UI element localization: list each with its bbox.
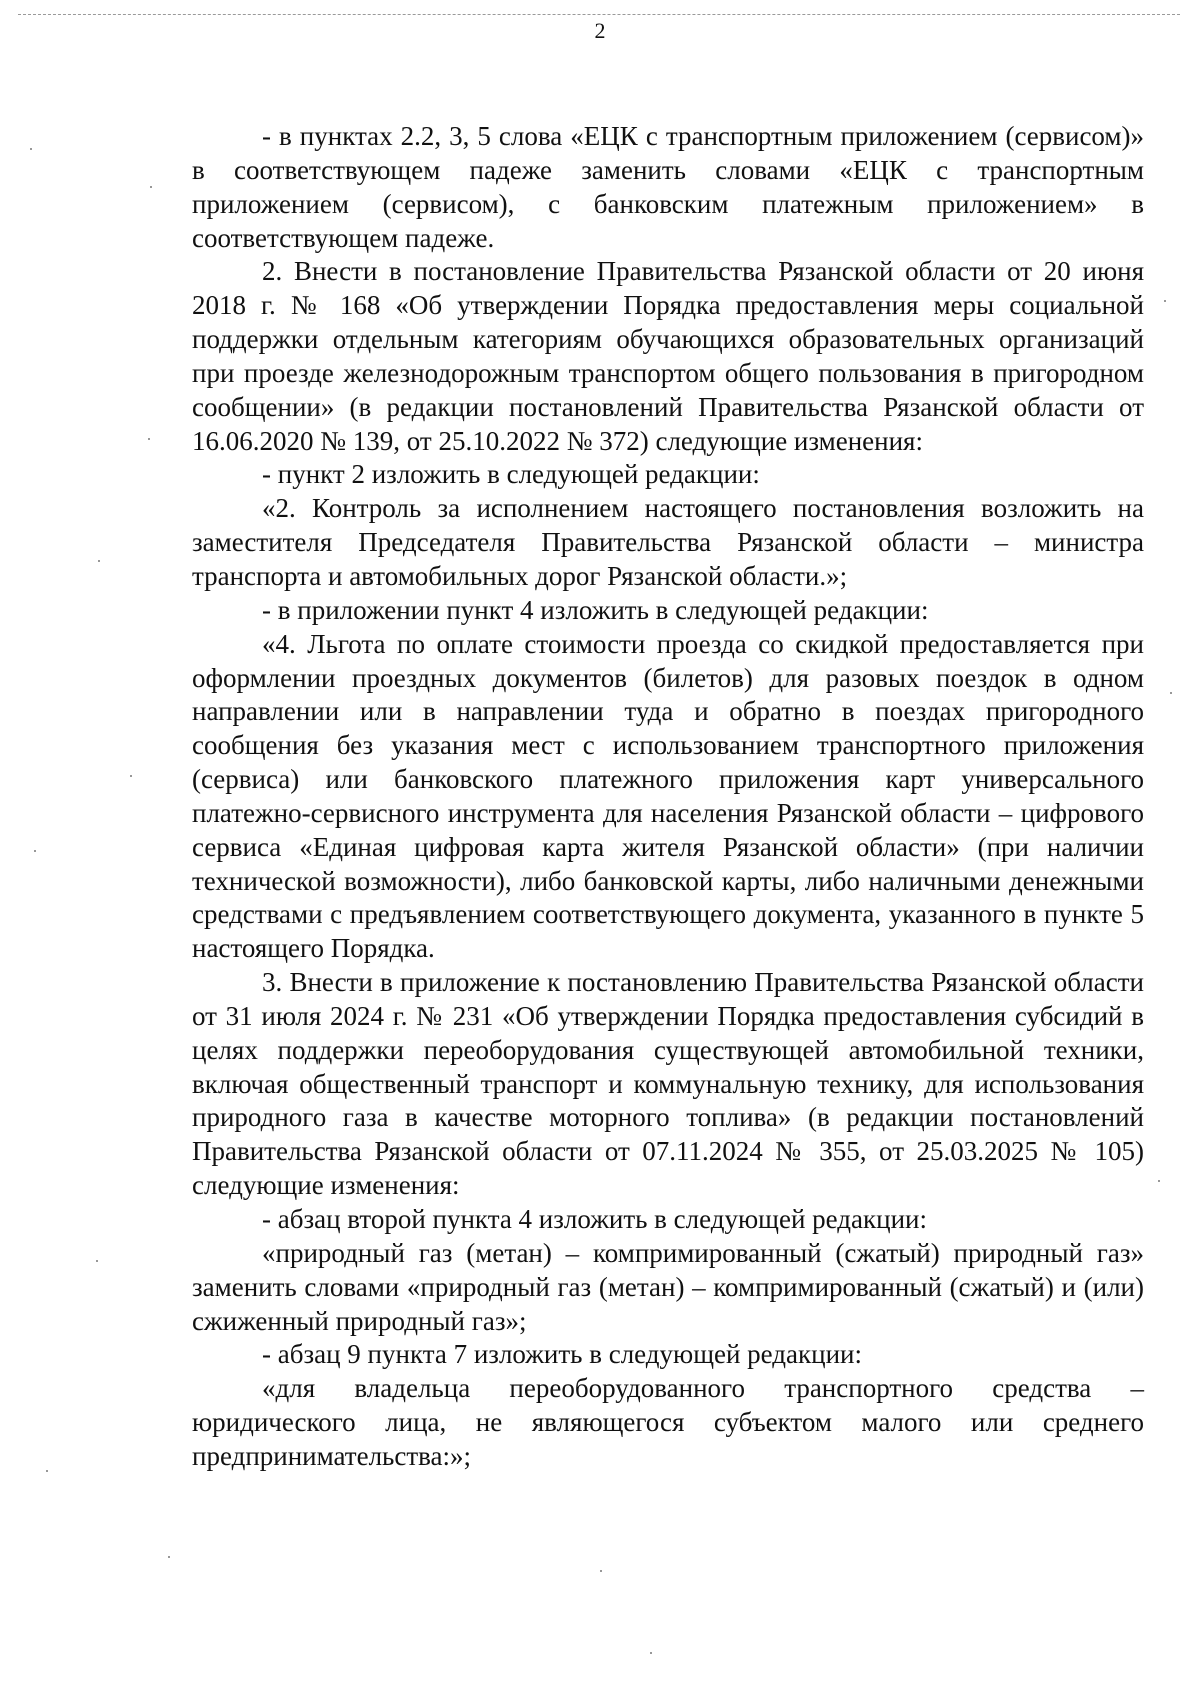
page-number: 2 [594, 18, 606, 43]
paragraph: «природный газ (метан) – компримированный (сжатый) природный газ» заменить словами «природный газ (метан) – компримированный (сжатый) и (или) сжиженный природный газ»; [192, 1237, 1144, 1336]
scan-speck [1164, 300, 1166, 302]
paragraph: «для владельца переоборудованного транспортного средства – юридического лица, не являющегося субъектом малого или среднего предпринимательства:»; [192, 1373, 1144, 1471]
scan-speck [1170, 692, 1172, 694]
paragraph: - в приложении пункт 4 изложить в следующей редакции: [262, 594, 929, 625]
paragraph: 2. Внести в постановление Правительства Рязанской области от 20 июня 2018 г. № 168 «Об утверждении Порядка предоставления меры социальной поддержки отдельным категориям обучающихся образовательных организаций при проезде железнодорожным транспортом общего пользования в пригородном сообщении» (в редакции постановлений Правительства Рязанской области от 16.06.2020 № 139, от 25.10.2022 № 372) следующие изменения: [192, 256, 1144, 456]
scan-speck [96, 1260, 98, 1262]
scan-speck [46, 1470, 48, 1472]
page-top-border [18, 14, 1180, 15]
scan-speck [600, 1570, 602, 1572]
scan-speck [130, 775, 132, 777]
scan-speck [1158, 1180, 1160, 1182]
paragraph: - пункт 2 изложить в следующей редакции: [262, 459, 760, 490]
scan-speck [98, 560, 100, 562]
paragraph: 3. Внести в приложение к постановлению Правительства Рязанской области от 31 июля 2024 г. № 231 «Об утверждении Порядка предоставления субсидий в целях поддержки переоборудования существующей автомобильной техники, включая общественный транспорт и коммунальную технику, для использования природного газа в качестве моторного топлива» (в редакции постановлений Правительства Рязанской области от 07.11.2024 № 355, от 25.03.2025 № 105) следующие изменения: [192, 967, 1144, 1201]
document-body [192, 120, 1144, 1474]
scan-speck [34, 850, 36, 852]
scan-speck [168, 1556, 170, 1558]
scan-speck [150, 186, 152, 188]
scan-speck [30, 148, 32, 150]
paragraph: - в пунктах 2.2, 3, 5 слова «ЕЦК с транспортным приложением (сервисом)» в соответствующем падеже заменить словами «ЕЦК с транспортным приложением (сервисом), с банковским платежным приложением» в соответствующем падеже. [192, 121, 1144, 253]
paragraph: «4. Льгота по оплате стоимости проезда со скидкой предоставляется при оформлении проездных документов (билетов) для разовых поездок в одном направлении или в направлении туда и обратно в поездах пригородного сообщения без указания мест с использованием транспортного приложения (сервиса) или банковского платежного приложения карт универсального платежно-сервисного инструмента для населения Рязанской области – цифрового сервиса «Единая цифровая карта жителя Рязанской области» (при наличии технической возможности), либо банковской карты, либо наличными денежными средствами с предъявлением соответствующего документа, указанного в пункте 5 настоящего Порядка. [192, 628, 1144, 964]
paragraph: - абзац второй пункта 4 изложить в следующей редакции: [262, 1204, 927, 1234]
paragraph: «2. Контроль за исполнением настоящего постановления возложить на заместителя Председателя Правительства Рязанской области – министра транспорта и автомобильных дорог Рязанской области.»; [192, 493, 1144, 591]
paragraph: - абзац 9 пункта 7 изложить в следующей редакции: [262, 1339, 862, 1370]
scan-speck [650, 1652, 652, 1654]
scan-speck [148, 438, 150, 440]
